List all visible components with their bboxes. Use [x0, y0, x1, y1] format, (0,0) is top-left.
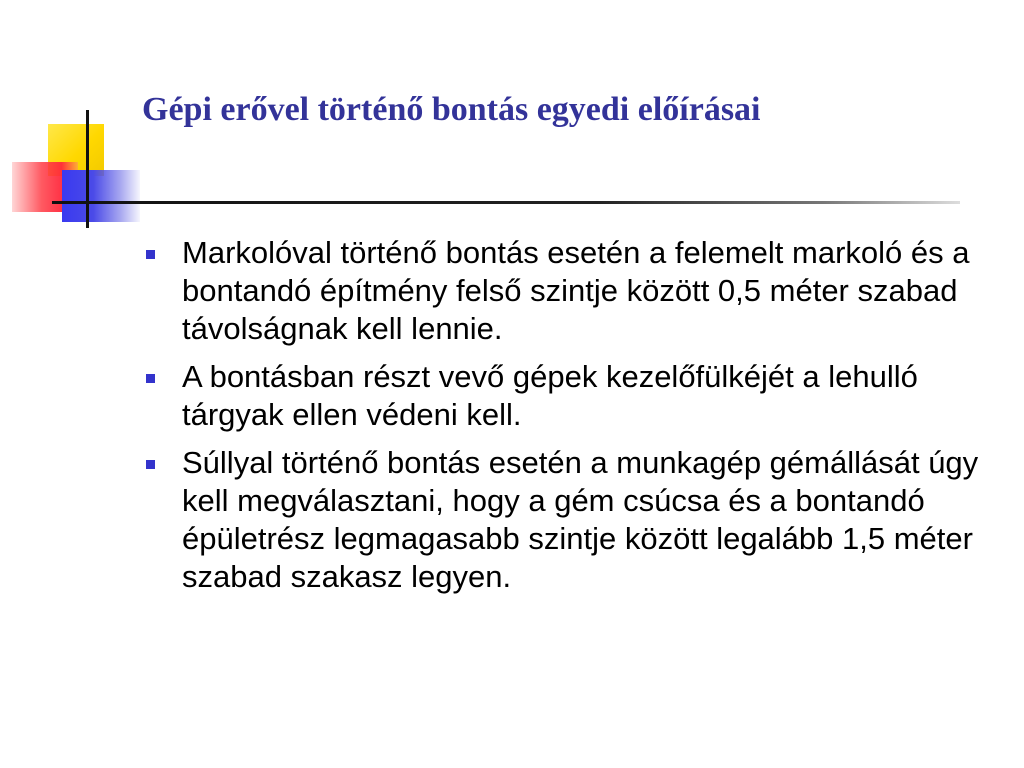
bullet-text: A bontásban részt vevő gépek kezelőfülkéjét a lehulló tárgyak ellen védeni kell. — [182, 359, 918, 432]
decorative-logo — [0, 0, 150, 240]
bullet-square-icon — [146, 250, 155, 259]
bullet-text: Markolóval történő bontás esetén a felemelt markoló és a bontandó építmény felső szintje között 0,5 méter szabad távolságnak kell lennie. — [182, 235, 970, 346]
title-divider-line — [52, 201, 960, 204]
slide-title: Gépi erővel történő bontás egyedi előírásai — [142, 91, 761, 128]
bullet-square-icon — [146, 374, 155, 383]
bullet-list — [144, 234, 1004, 606]
bullet-square-icon — [146, 460, 155, 469]
bullet-text: Súllyal történő bontás esetén a munkagép gémállását úgy kell megválasztani, hogy a gém csúcsa és a bontandó épületrész legmagasabb szintje között legalább 1,5 méter szabad szakasz legyen. — [182, 445, 979, 594]
logo-blue-square — [62, 170, 140, 222]
bullet-item — [144, 444, 1004, 596]
bullet-item — [144, 234, 1004, 348]
logo-vertical-line — [86, 110, 89, 228]
bullet-item — [144, 358, 1004, 434]
